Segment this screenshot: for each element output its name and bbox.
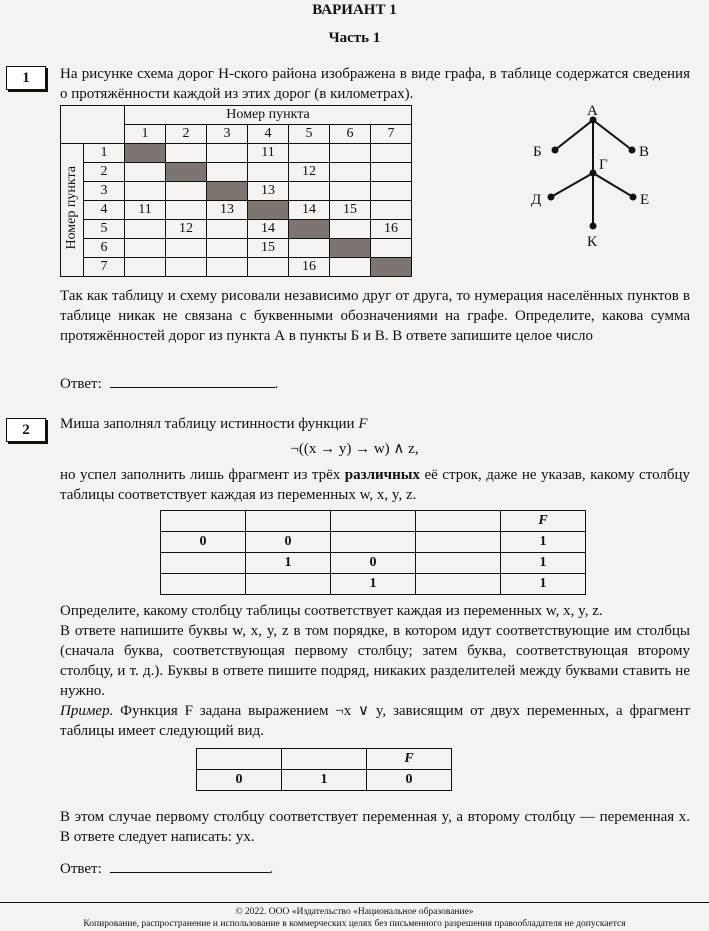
table-cell xyxy=(207,163,248,182)
row-header xyxy=(61,144,84,277)
road-graph xyxy=(520,100,670,250)
task-number-2: 2 xyxy=(6,418,46,442)
task2-text-b: её строк, даже не указав, какому столбцу таблицы соответствует каждая из переменных w, x, y, z. xyxy=(60,467,691,503)
table-cell: 16 xyxy=(289,258,330,277)
example-paragraph xyxy=(60,701,690,741)
node-v xyxy=(629,147,636,154)
node-k xyxy=(590,223,597,230)
label-d: Д xyxy=(531,192,542,208)
variant-title: ВАРИАНТ 1 xyxy=(312,2,397,18)
table-cell xyxy=(246,574,331,595)
answer-field-2[interactable] xyxy=(110,858,270,873)
table-cell xyxy=(161,553,246,574)
answer-field-1[interactable] xyxy=(110,373,275,388)
task2-intro: Миша заполнял таблицу истинности функции xyxy=(60,416,355,432)
table-cell xyxy=(330,182,371,201)
table-cell xyxy=(125,220,166,239)
col-number: 6 xyxy=(330,125,371,144)
header-cell xyxy=(416,511,501,532)
label-k: К xyxy=(587,234,598,250)
label-b: Б xyxy=(533,144,542,160)
example-table xyxy=(196,748,452,791)
part-title: Часть 1 xyxy=(328,30,381,46)
table-cell xyxy=(330,258,371,277)
label-g: Г xyxy=(599,157,608,173)
table-cell xyxy=(125,239,166,258)
table-cell xyxy=(125,258,166,277)
task2-text3: В ответе напишите буквы w, x, y, z в том порядке, в котором идут соответствующие им столбцы (сначала буква, соответствующая первому столбцу; затем буква, соответствующая второму столбцу, и т. д.). Буквы в ответе пишите подряд, никаких разделителей между буквами ставить не нужно. xyxy=(60,623,690,699)
task2-intro-line xyxy=(60,414,690,434)
table-cell xyxy=(289,239,330,258)
table-cell xyxy=(166,201,207,220)
truth-table xyxy=(160,510,586,595)
edge-a-b xyxy=(555,120,593,150)
col-number: 5 xyxy=(289,125,330,144)
header-cell: F xyxy=(501,511,586,532)
task2-text-bold: различных xyxy=(344,467,420,483)
table-cell xyxy=(207,144,248,163)
label-a: А xyxy=(587,103,598,119)
table-cell xyxy=(125,182,166,201)
table-cell xyxy=(416,532,501,553)
table-cell xyxy=(166,239,207,258)
table-cell xyxy=(330,144,371,163)
distance-table xyxy=(60,105,412,277)
col-number: 7 xyxy=(371,125,412,144)
table-cell xyxy=(207,220,248,239)
table-cell xyxy=(207,239,248,258)
table-row xyxy=(161,532,586,553)
row-number: 4 xyxy=(84,201,125,220)
diagonal-cell xyxy=(330,239,371,258)
row-number: 3 xyxy=(84,182,125,201)
header-cell xyxy=(161,511,246,532)
table-cell: 1 xyxy=(282,770,367,791)
col-number: 2 xyxy=(166,125,207,144)
table-cell xyxy=(371,182,412,201)
table-cell: 14 xyxy=(289,201,330,220)
table-cell: 12 xyxy=(166,220,207,239)
diagonal-cell xyxy=(371,258,412,277)
col-number: 3 xyxy=(207,125,248,144)
node-e xyxy=(630,194,637,201)
footer-copyright: © 2022. ООО «Издательство «Национальное образование» xyxy=(235,907,474,917)
table-cell xyxy=(289,182,330,201)
function-name: F xyxy=(358,416,368,432)
diagonal-cell xyxy=(207,182,248,201)
task1-text: Так как таблицу и схему рисовали независимо друг от друга, то нумерация населённых пунктов в таблице никак не связана с буквенными обозначениями на графе. Определите, какова сумма протяжённостей дорог из пункта А в пункты Б и В. В ответе запишите целое число xyxy=(60,288,690,344)
diagonal-cell xyxy=(166,163,207,182)
table-cell: 1 xyxy=(331,574,416,595)
header-cell xyxy=(331,511,416,532)
table-row xyxy=(61,258,412,277)
table-cell: 0 xyxy=(161,532,246,553)
node-b xyxy=(552,147,559,154)
table-cell xyxy=(330,163,371,182)
table-cell xyxy=(161,574,246,595)
table-cell xyxy=(416,553,501,574)
table-cell: 0 xyxy=(331,553,416,574)
table-cell xyxy=(289,144,330,163)
table-cell xyxy=(166,182,207,201)
col-number: 4 xyxy=(248,125,289,144)
row-number: 2 xyxy=(84,163,125,182)
table-cell: 1 xyxy=(501,532,586,553)
table-row xyxy=(61,239,412,258)
table-cell xyxy=(330,220,371,239)
edge-a-v xyxy=(593,120,632,150)
table-cell xyxy=(331,532,416,553)
answer-label-1: Ответ: xyxy=(60,376,102,392)
table-row xyxy=(161,574,586,595)
table-cell: 1 xyxy=(246,553,331,574)
table-cell: 13 xyxy=(207,201,248,220)
table-cell: 0 xyxy=(197,770,282,791)
task2-conclusion: В этом случае первому столбцу соответствует переменная y, а второму столбцу — переменная x. В ответе следует написать: yx. xyxy=(60,809,690,845)
table-row xyxy=(61,144,412,163)
row-header-text: Номер пункта xyxy=(64,165,79,250)
label-v: В xyxy=(639,144,650,160)
task2-text-a: но успел заполнить лишь фрагмент из трёх xyxy=(60,467,341,483)
header-cell xyxy=(197,749,282,770)
table-cell: 0 xyxy=(246,532,331,553)
table-cell: 15 xyxy=(248,239,289,258)
table-cell: 1 xyxy=(501,574,586,595)
node-g xyxy=(590,170,597,177)
footer-divider xyxy=(0,902,709,903)
header-cell xyxy=(282,749,367,770)
task2-formula: ¬((x → y) → w) ∧ z, xyxy=(290,441,419,457)
diagonal-cell xyxy=(248,201,289,220)
table-cell xyxy=(125,163,166,182)
table-cell xyxy=(371,144,412,163)
table-cell xyxy=(371,201,412,220)
table-row xyxy=(61,201,412,220)
table-row xyxy=(61,163,412,182)
table-row xyxy=(61,182,412,201)
table-cell: 13 xyxy=(248,182,289,201)
col-number: 1 xyxy=(125,125,166,144)
table-cell: 1 xyxy=(501,553,586,574)
table-cell xyxy=(166,144,207,163)
row-number: 7 xyxy=(84,258,125,277)
table-cell: 11 xyxy=(248,144,289,163)
table-cell xyxy=(371,163,412,182)
table-row xyxy=(197,770,452,791)
answer-label-2: Ответ: xyxy=(60,861,102,877)
edge-g-e xyxy=(593,173,633,197)
task2-text2: Определите, какому столбцу таблицы соответствует каждая из переменных w, x, y, z. xyxy=(60,603,603,619)
table-cell xyxy=(371,239,412,258)
table-corner xyxy=(61,106,125,144)
table-header-row xyxy=(197,749,452,770)
table-cell xyxy=(207,258,248,277)
node-d xyxy=(548,194,555,201)
table-cell: 14 xyxy=(248,220,289,239)
task-number-1: 1 xyxy=(6,66,46,90)
table-cell: 12 xyxy=(289,163,330,182)
row-number: 6 xyxy=(84,239,125,258)
task1-intro: На рисунке схема дорог Н-ского района изображена в виде графа, в таблице содержатся сведения о протяжённости каждой из этих дорог (в километрах). xyxy=(60,66,690,102)
example-text: Функция F задана выражением ¬x ∨ y, зависящим от двух переменных, а фрагмент таблицы имеет следующий вид. xyxy=(60,703,691,739)
edge-g-d xyxy=(551,173,593,197)
table-cell xyxy=(166,258,207,277)
task2-answer: Ответ: . xyxy=(60,858,690,879)
task2-description xyxy=(60,465,690,505)
table-cell xyxy=(248,258,289,277)
example-label: Пример. xyxy=(60,703,114,719)
task1-answer: Ответ: . xyxy=(60,373,690,394)
table-cell: 16 xyxy=(371,220,412,239)
row-number: 1 xyxy=(84,144,125,163)
table-cell: 0 xyxy=(367,770,452,791)
col-header: Номер пункта xyxy=(125,106,412,125)
header-cell xyxy=(246,511,331,532)
table-cell: 15 xyxy=(330,201,371,220)
table-cell xyxy=(248,163,289,182)
table-header-row xyxy=(161,511,586,532)
table-cell: 11 xyxy=(125,201,166,220)
label-e: Е xyxy=(640,192,650,208)
row-number: 5 xyxy=(84,220,125,239)
diagonal-cell xyxy=(289,220,330,239)
footer-notice: Копирование, распространение и использование в коммерческих целях без письменного разрешения правообладателя не допускается xyxy=(83,919,626,929)
table-row xyxy=(161,553,586,574)
table-cell xyxy=(416,574,501,595)
header-cell: F xyxy=(367,749,452,770)
diagonal-cell xyxy=(125,144,166,163)
table-row xyxy=(61,220,412,239)
